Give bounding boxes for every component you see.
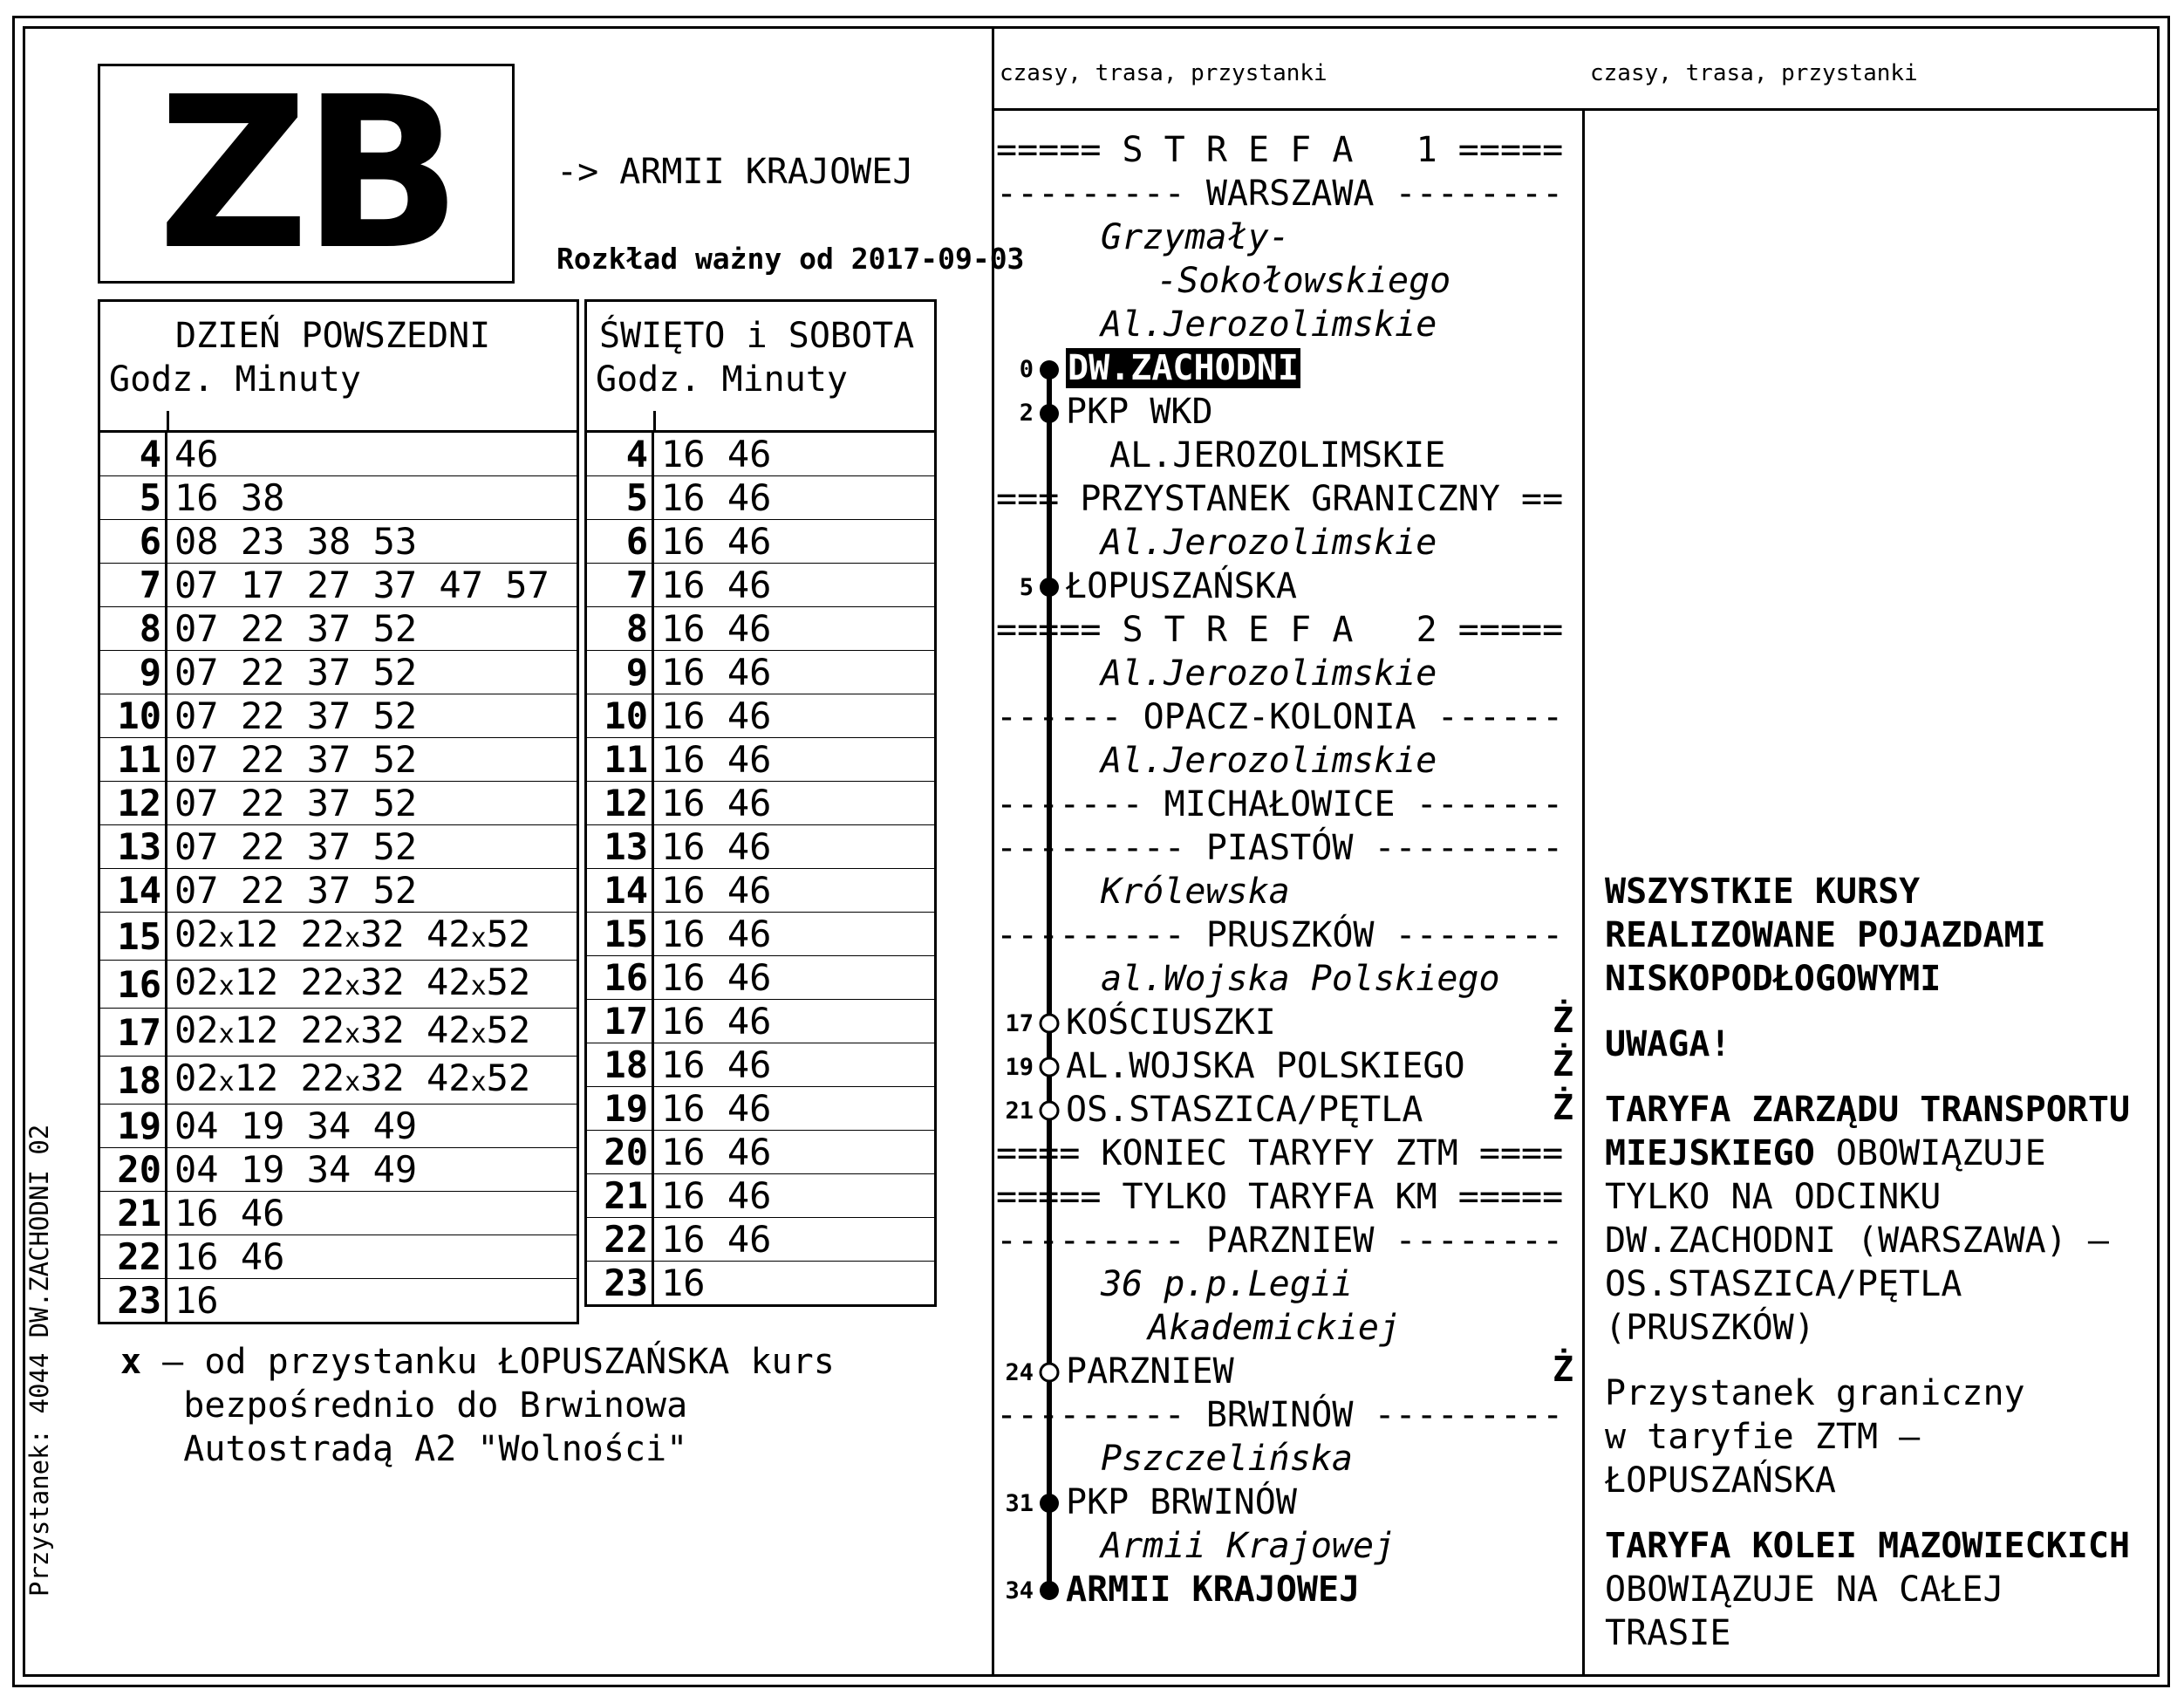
city-piastow: --------- PIASTÓW --------- — [996, 828, 1564, 868]
hour-cell: 6 — [99, 520, 167, 564]
hour-cell: 10 — [99, 694, 167, 738]
timetable-row — [99, 825, 578, 869]
minutes-cell: 16 46 — [653, 432, 936, 476]
timetable-row — [99, 607, 578, 651]
hour-cell: 9 — [99, 651, 167, 694]
hour-cell: 18 — [99, 1057, 167, 1105]
on-request-osstaszica: Ż — [1553, 1088, 1574, 1128]
hour-cell: 17 — [586, 1000, 653, 1043]
stop-dwzachodni-current: DW.ZACHODNI — [1068, 348, 1299, 388]
end-ztm-label: ==== KONIEC TARYFY ZTM ==== — [996, 1133, 1564, 1173]
timetable-row — [99, 1057, 578, 1105]
hour-cell: 8 — [586, 607, 653, 651]
timetable-row — [99, 961, 578, 1009]
stop-side-label: Przystanek: 4044 DW.ZACHODNI 02 — [24, 1124, 54, 1597]
weekday-timetable — [98, 430, 579, 1324]
hour-cell: 7 — [586, 564, 653, 607]
timetable-row — [586, 1043, 936, 1087]
weekday-header — [98, 299, 579, 432]
street-aljerozolimskie-1: Al.Jerozolimskie — [1101, 304, 1437, 345]
minutes-cell: 16 46 — [653, 738, 936, 782]
stop-lopuszanska: ŁOPUSZAŃSKA — [1066, 566, 1297, 606]
zone-2-label: ===== S T R E F A 2 ===== — [996, 610, 1564, 650]
stop-marker-parzniew — [1041, 1364, 1058, 1381]
city-parzniew: --------- PARZNIEW -------- — [996, 1221, 1564, 1261]
minutes-cell: 08 23 38 53 — [167, 520, 578, 564]
minutes-cell: 16 46 — [653, 782, 936, 825]
stop-marker-pkpbrwinow — [1040, 1494, 1059, 1513]
info-km: TARYFA KOLEI MAZOWIECKICH OBOWIĄZUJE NA CAŁEJ TRASIE — [1605, 1526, 2131, 1653]
minutes-cell: 46 — [167, 432, 578, 476]
timetable-row — [99, 1279, 578, 1323]
minutes-cell: 16 46 — [653, 1218, 936, 1262]
city-brwinow: --------- BRWINÓW --------- — [996, 1395, 1564, 1435]
timetable-row — [586, 1174, 936, 1218]
timetable-row — [586, 913, 936, 956]
timetable-row — [99, 1192, 578, 1235]
hour-cell: 15 — [99, 913, 167, 961]
stop-marker-armii — [1040, 1581, 1059, 1600]
timetable-row — [99, 1148, 578, 1192]
hour-cell: 23 — [99, 1279, 167, 1323]
timetable-row — [99, 564, 578, 607]
stop-osstaszica: OS.STASZICA/PĘTLA — [1066, 1090, 1423, 1130]
timetable-row — [99, 869, 578, 913]
timetable-row — [586, 1218, 936, 1262]
minutes-cell: 07 22 37 52 — [167, 738, 578, 782]
zone-1-label: ===== S T R E F A 1 ===== — [996, 130, 1564, 170]
timetable-row — [99, 476, 578, 520]
city-michalowice: ------- MICHAŁOWICE ------- — [996, 784, 1564, 824]
stop-pkpbrwinow: PKP BRWINÓW — [1066, 1482, 1297, 1522]
timetable-row — [99, 913, 578, 961]
timetable-row — [586, 432, 936, 476]
timetable-row — [99, 738, 578, 782]
on-request-parzniew: Ż — [1553, 1350, 1574, 1390]
time-pkpwkd: 2 — [1019, 400, 1034, 427]
timetable-row — [99, 432, 578, 476]
timetable-row — [586, 1087, 936, 1131]
minutes-cell: 16 38 — [167, 476, 578, 520]
minutes-cell: 07 22 37 52 — [167, 825, 578, 869]
hour-cell: 12 — [586, 782, 653, 825]
validity-date: Rozkład ważny od 2017-09-03 — [556, 242, 1025, 276]
timetable-row — [586, 825, 936, 869]
minutes-cell: 07 22 37 52 — [167, 607, 578, 651]
street-armii: Armii Krajowej — [1101, 1526, 1396, 1566]
hour-cell: 16 — [586, 956, 653, 1000]
info-attention: UWAGA! — [1605, 1024, 1731, 1064]
only-km-label: ===== TYLKO TARYFA KM ===== — [996, 1177, 1564, 1217]
minutes-cell: 16 46 — [653, 694, 936, 738]
timetable-row — [586, 738, 936, 782]
stop-marker-pkpwkd — [1040, 404, 1059, 423]
time-alwojska: 19 — [1005, 1054, 1034, 1081]
hour-cell: 14 — [586, 869, 653, 913]
timetable-row — [586, 520, 936, 564]
minutes-cell: 16 — [174, 1279, 219, 1322]
timetable-row — [586, 1262, 936, 1306]
hour-cell: 19 — [586, 1087, 653, 1131]
stop-marker-kosciuszki — [1041, 1015, 1058, 1032]
minutes-cell: 07 22 37 52 — [167, 694, 578, 738]
minutes-cell: 07 22 37 52 — [167, 651, 578, 694]
holiday-timetable — [584, 430, 937, 1307]
hour-cell: 13 — [586, 825, 653, 869]
holiday-subtitle: Godz. Minuty — [596, 359, 848, 400]
stop-marker-osstaszica — [1041, 1102, 1058, 1119]
hour-cell: 8 — [99, 607, 167, 651]
time-parzniew: 24 — [1005, 1359, 1034, 1386]
hour-cell: 22 — [586, 1218, 653, 1262]
minutes-cell: 16 46 — [653, 869, 936, 913]
hour-cell: 19 — [99, 1105, 167, 1148]
hour-cell: 4 — [99, 432, 167, 476]
street-pszczelinska: Pszczelińska — [1101, 1439, 1353, 1479]
street-legii-1: 36 p.p.Legii — [1101, 1264, 1353, 1304]
hour-cell: 22 — [99, 1235, 167, 1279]
weekday-title: DZIEŃ POWSZEDNI — [175, 316, 491, 356]
street-aljerozolimskie-4: Al.Jerozolimskie — [1101, 741, 1437, 781]
hour-cell: 12 — [99, 782, 167, 825]
minutes-cell: 02x12 22x32 42x52 — [167, 961, 578, 1009]
minutes-cell: 02x12 22x32 42x52 — [167, 913, 578, 961]
hour-cell: 23 — [586, 1262, 653, 1306]
time-armii: 34 — [1005, 1577, 1034, 1604]
minutes-cell: 16 46 — [653, 607, 936, 651]
timetable-row — [586, 956, 936, 1000]
minutes-cell: 07 22 37 52 — [167, 782, 578, 825]
minutes-cell: 07 17 27 37 47 57 — [167, 564, 578, 607]
hour-cell: 5 — [99, 476, 167, 520]
timetable-row — [99, 782, 578, 825]
hour-cell: 14 — [99, 869, 167, 913]
timetable-row — [586, 694, 936, 738]
city-pruszkow: --------- PRUSZKÓW -------- — [996, 915, 1564, 955]
minutes-cell: 16 46 — [167, 1192, 578, 1235]
stop-parzniew: PARZNIEW — [1066, 1351, 1234, 1392]
minutes-cell: 04 19 34 49 — [167, 1148, 578, 1192]
minutes-cell: 16 46 — [653, 1087, 936, 1131]
street-aljerozolimskie-3: Al.Jerozolimskie — [1101, 653, 1437, 694]
time-osstaszica: 21 — [1005, 1098, 1034, 1125]
time-kosciuszki: 17 — [1005, 1010, 1034, 1037]
minutes-cell: 07 22 37 52 — [167, 869, 578, 913]
minutes-cell: 16 46 — [653, 520, 936, 564]
stop-armii-terminus: ARMII KRAJOWEJ — [1066, 1570, 1361, 1610]
minutes-cell: 16 46 — [653, 476, 936, 520]
info-low-floor: WSZYSTKIE KURSY REALIZOWANE POJAZDAMI NISKOPODŁOGOWYMI — [1605, 872, 2046, 999]
stop-marker-dwzachodni — [1040, 360, 1059, 380]
hour-cell: 15 — [586, 913, 653, 956]
timetable-row — [99, 1235, 578, 1279]
street-aljerozolimskie-caps: AL.JEROZOLIMSKIE — [1109, 435, 1446, 475]
timetable-row — [586, 1000, 936, 1043]
holiday-header — [584, 299, 937, 432]
minutes-cell: 16 46 — [653, 1174, 936, 1218]
footnote-symbol: x — [120, 1342, 142, 1382]
street-legii-2: Akademickiej — [1127, 1308, 1401, 1348]
hour-cell: 7 — [99, 564, 167, 607]
hour-cell: 21 — [586, 1174, 653, 1218]
on-request-kosciuszki: Ż — [1553, 1001, 1574, 1041]
line-number: ZB — [157, 51, 455, 296]
on-request-alwojska: Ż — [1553, 1044, 1574, 1084]
stop-kosciuszki: KOŚCIUSZKI — [1066, 1002, 1276, 1043]
timetable-row — [99, 1105, 578, 1148]
city-warszawa: --------- WARSZAWA -------- — [996, 174, 1564, 214]
minutes-cell: 16 46 — [653, 825, 936, 869]
hour-cell: 18 — [586, 1043, 653, 1087]
weekday-subtitle: Godz. Minuty — [109, 359, 361, 400]
stop-marker-alwojska — [1041, 1058, 1058, 1076]
timetable-row — [586, 607, 936, 651]
timetable-row — [586, 782, 936, 825]
timetable-row — [99, 694, 578, 738]
timetable-row — [586, 869, 936, 913]
hour-cell: 6 — [586, 520, 653, 564]
minutes-cell: 16 46 — [653, 1043, 936, 1087]
street-grzymaly-2: -Sokołowskiego — [1136, 261, 1451, 301]
time-dwzachodni: 0 — [1019, 356, 1034, 383]
timetable-row — [586, 1131, 936, 1174]
hour-cell: 20 — [586, 1131, 653, 1174]
hour-cell: 5 — [586, 476, 653, 520]
timetable-row — [99, 651, 578, 694]
minutes-cell: 02x12 22x32 42x52 — [167, 1057, 578, 1105]
hour-cell: 11 — [586, 738, 653, 782]
route-header-1: czasy, trasa, przystanki — [1000, 60, 1327, 86]
hour-cell: 4 — [586, 432, 653, 476]
street-wojska-polskiego: al.Wojska Polskiego — [1101, 959, 1500, 999]
hour-cell: 11 — [99, 738, 167, 782]
minutes-cell: 16 46 — [653, 956, 936, 1000]
minutes-cell: 16 46 — [653, 651, 936, 694]
minutes-cell: 16 46 — [653, 1131, 936, 1174]
timetable-row — [99, 1009, 578, 1057]
border-stop-label: === PRZYSTANEK GRANICZNY == — [996, 479, 1564, 519]
street-krolewska: Królewska — [1101, 872, 1290, 912]
stop-pkpwkd: PKP WKD — [1066, 392, 1213, 432]
minutes-cell: 16 46 — [653, 913, 936, 956]
minutes-cell: 16 — [661, 1262, 706, 1304]
street-aljerozolimskie-2: Al.Jerozolimskie — [1101, 523, 1437, 563]
timetable-row — [99, 520, 578, 564]
hour-cell: 13 — [99, 825, 167, 869]
route-header-2: czasy, trasa, przystanki — [1590, 60, 1918, 86]
timetable-row — [586, 476, 936, 520]
hour-cell: 21 — [99, 1192, 167, 1235]
time-lopuszanska: 5 — [1019, 574, 1034, 601]
line-number-box — [98, 51, 515, 296]
hour-cell: 10 — [586, 694, 653, 738]
minutes-cell: 16 46 — [653, 564, 936, 607]
time-pkpbrwinow: 31 — [1005, 1490, 1034, 1517]
hour-cell: 16 — [99, 961, 167, 1009]
minutes-cell: 16 46 — [653, 1000, 936, 1043]
minutes-cell: 16 46 — [167, 1235, 578, 1279]
minutes-cell: 02x12 22x32 42x52 — [167, 1009, 578, 1057]
direction: -> ARMII KRAJOWEJ — [556, 152, 914, 192]
city-opacz: ------ OPACZ-KOLONIA ------ — [996, 697, 1564, 737]
street-grzymaly-1: Grzymały- — [1101, 217, 1290, 257]
info-ztm: TARYFA ZARZĄDU TRANSPORTU MIEJSKIEGO OBOWIĄZUJE TYLKO NA ODCINKU DW.ZACHODNI (WARSZAWA) – OS.STASZICA/PĘTLA (PRUSZKÓW) — [1605, 1090, 2131, 1348]
info-border-stop: Przystanek graniczny w taryfie ZTM – ŁOPUSZAŃSKA — [1605, 1373, 2025, 1501]
holiday-title: ŚWIĘTO i SOBOTA — [599, 316, 915, 356]
hour-cell: 17 — [99, 1009, 167, 1057]
footnote: x – od przystanku ŁOPUSZAŃSKA kurs bezpośrednio do Brwinowa Autostradą A2 "Wolności" — [120, 1342, 835, 1469]
hour-cell: 9 — [586, 651, 653, 694]
hour-cell: 20 — [99, 1148, 167, 1192]
timetable-row — [586, 564, 936, 607]
minutes-cell: 04 19 34 49 — [167, 1105, 578, 1148]
stop-alwojska: AL.WOJSKA POLSKIEGO — [1066, 1046, 1465, 1086]
stop-marker-lopuszanska — [1040, 578, 1059, 597]
timetable-row — [586, 651, 936, 694]
